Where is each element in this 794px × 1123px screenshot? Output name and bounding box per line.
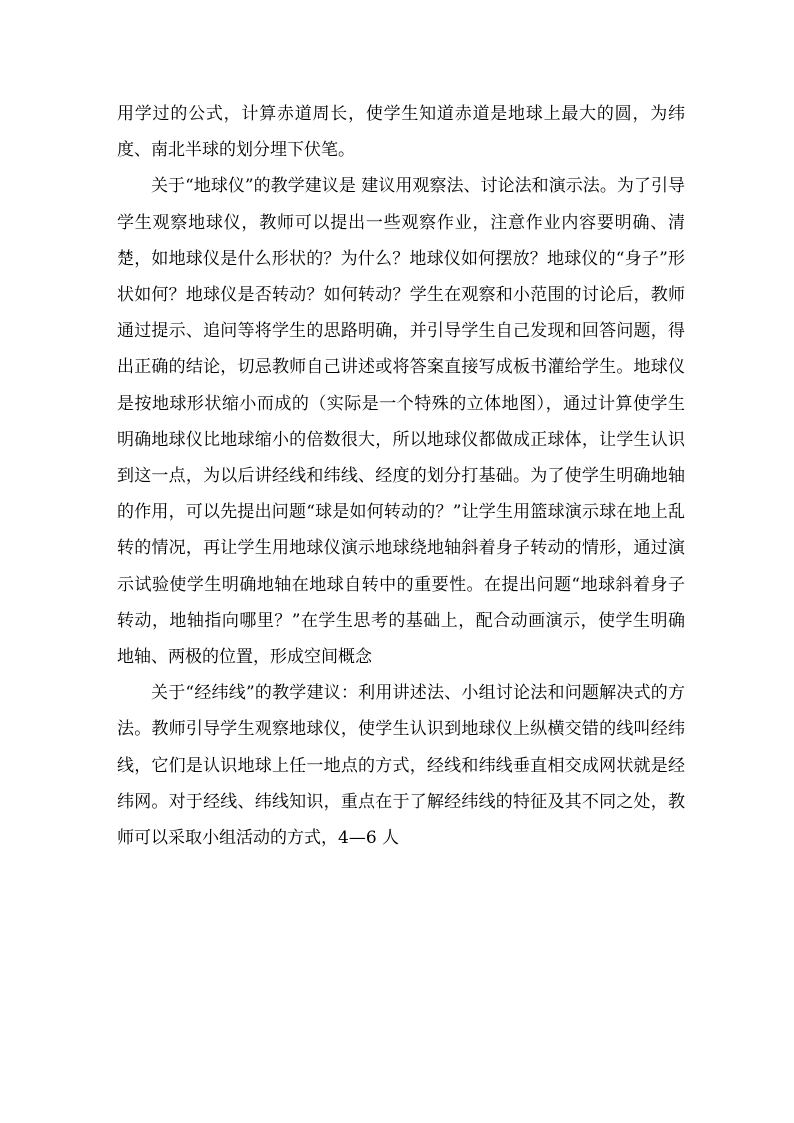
document-body [117, 96, 685, 856]
paragraph-earth-equator: 用学过的公式，计算赤道周长，使学生知道赤道是地球上最大的圆，为纬度、南北半球的划分埋下伏笔。 [117, 104, 685, 161]
paragraph-globe-teaching: 关于“地球仪”的教学建议是 建议用观察法、讨论法和演示法。为了引导学生观察地球仪，教师可以提出一些观察作业，注意作业内容要明确、清楚，如地球仪是什么形状的？为什么？地球仪如何摆放？地球仪的“身子”形状如何？地球仪是否转动？如何转动？学生在观察和小范围的讨论后，教师通过提示、追问等将学生的思路明确，并引导学生自己发现和回答问题，得出正确的结论，切忌教师自己讲述或将答案直接写成板书灌给学生。地球仪是按地球形状缩小而成的（实际是一个特殊的立体地图），通过计算使学生明确地球仪比地球缩小的倍数很大，所以地球仪都做成正球体，让学生认识到这一点，为以后讲经线和纬线、经度的划分打基础。为了使学生明确地轴的作用，可以先提出问题“球是如何转动的？”让学生用篮球演示球在地上乱转的情况，再让学生用地球仪演示地球绕地轴斜着身子转动的情形，通过演示试验使学生明确地轴在地球自转中的重要性。在提出问题“地球斜着身子转动，地轴指向哪里？”在学生思考的基础上，配合动画演示，使学生明确地轴、两极的位置，形成空间概念 [117, 176, 685, 668]
paragraph-latitude-longitude-teaching: 关于“经纬线”的教学建议：利用讲述法、小组讨论法和问题解决式的方法。教师引导学生观察地球仪，使学生认识到地球仪上纵横交错的线叫经纬线，它们是认识地球上任一地点的方式，经线和纬线垂直相交成网状就是经纬网。对于经线、纬线知识，重点在于了解经纬线的特征及其不同之处，教师可以采取小组活动的方式，4—6 人 [117, 683, 685, 849]
